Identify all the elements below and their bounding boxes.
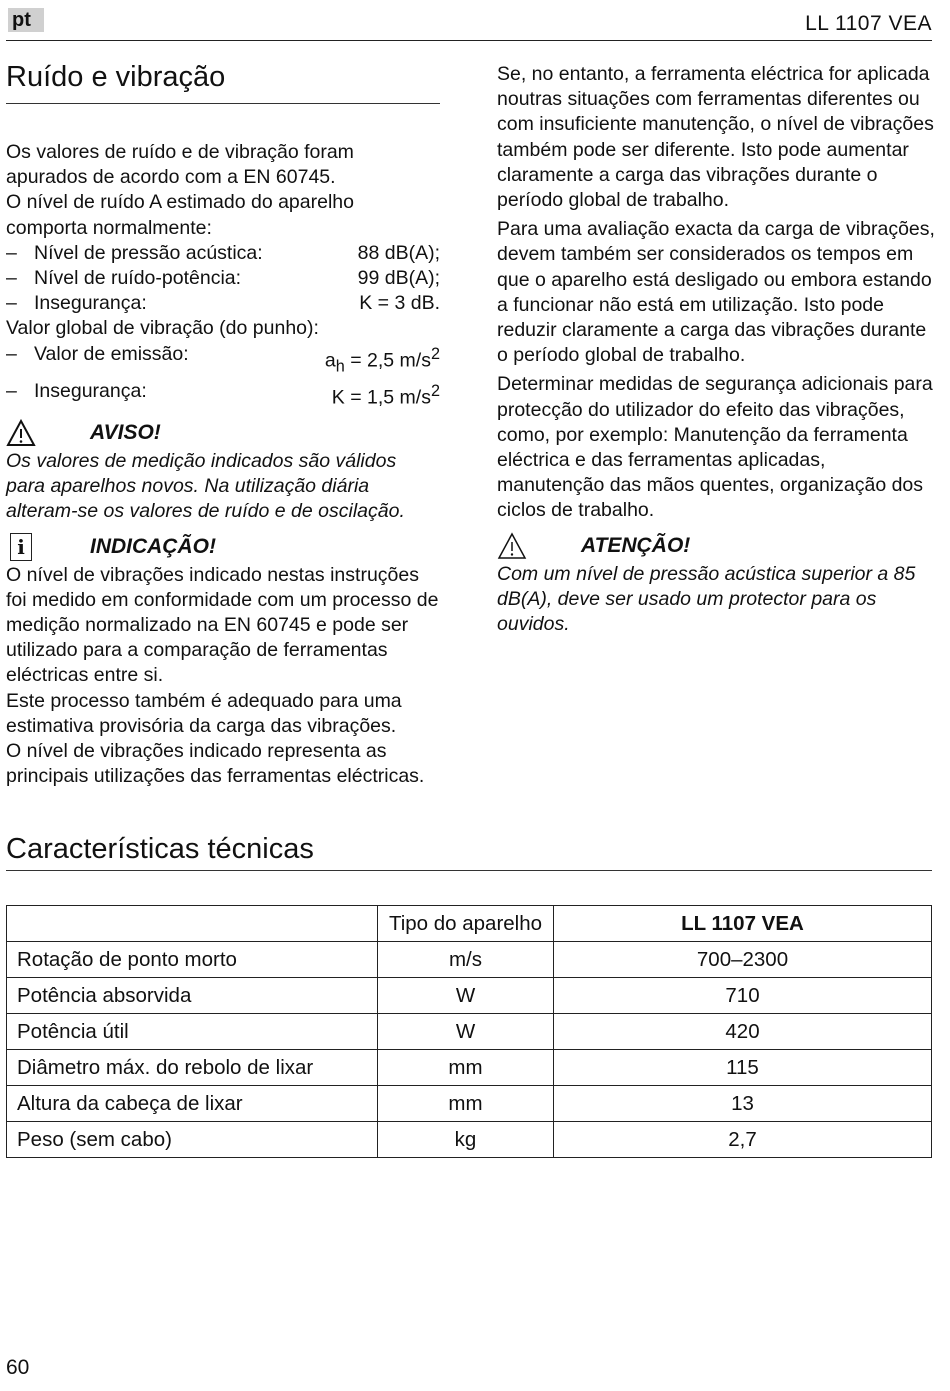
noise-row-power: – Nível de ruído-potência: 99 dB(A);	[6, 266, 440, 291]
attention-header	[497, 530, 937, 562]
table-cell: Altura da cabeça de lixar	[7, 1086, 378, 1122]
table-cell: 420	[554, 1014, 932, 1050]
info-icon: i	[6, 533, 36, 561]
table-row	[7, 1122, 932, 1158]
noise-label: Nível de pressão acústica:	[34, 241, 263, 264]
table-cell: 710	[554, 978, 932, 1014]
table-row	[7, 978, 932, 1014]
vibration-label: Insegurança:	[34, 380, 147, 403]
table-row	[7, 942, 932, 978]
warning-header	[6, 417, 440, 449]
vibration-value: $a_h = 2,5$ $m/s^2$	[324, 344, 440, 376]
indication-text: O nível de vibrações indicado representa as principais utilizações das ferramentas eléctricas.	[6, 739, 425, 788]
table-cell: Potência absorvida	[7, 978, 378, 1014]
attention-title: ATENÇÃO!	[581, 534, 691, 558]
table-cell: mm	[378, 1050, 554, 1086]
noise-level-intro: O nível de ruído A estimado do aparelho comporta normalmente:	[6, 191, 354, 239]
document-model: LL 1107 VEA	[805, 12, 932, 35]
specs-table	[6, 905, 932, 1158]
left-column	[6, 60, 440, 789]
table-cell: Peso (sem cabo)	[7, 1122, 378, 1158]
table-cell: Rotação de ponto morto	[7, 942, 378, 978]
header-rule	[6, 40, 932, 41]
table-cell: W	[378, 978, 554, 1014]
indication-text: O nível de vibrações indicado nestas instruções foi medido em conformidade com um processo de medição normalizado na EN 60745 e pode ser utilizado para a comparação de ferramentas eléctricas entre si.	[6, 563, 439, 687]
warning-title: AVISO!	[90, 421, 161, 445]
noise-intro: Os valores de ruído e de vibração foram apurados de acordo com a EN 60745.	[6, 141, 354, 189]
table-cell: Diâmetro máx. do rebolo de lixar	[7, 1050, 378, 1086]
right-column	[497, 62, 937, 637]
section-title-tech: Características técnicas	[6, 830, 932, 871]
warning-triangle-icon	[6, 419, 36, 447]
table-cell: 13	[554, 1086, 932, 1122]
vibration-value: K = 1,5 $m/s^2$	[331, 382, 440, 409]
attention-text: Com um nível de pressão acústica superior a 85 dB(A), deve ser usado um protector para os ouvidos.	[497, 562, 916, 636]
vibration-row-uncertainty: – Insegurança: K = 1,5 $m/s^2$	[6, 379, 440, 411]
language-badge: pt	[8, 8, 44, 32]
noise-value: K = 3 dB.	[359, 292, 440, 315]
noise-row-uncertainty: – Insegurança: K = 3 dB.	[6, 291, 440, 316]
table-cell: 700–2300	[554, 942, 932, 978]
table-cell: kg	[378, 1122, 554, 1158]
indication-text: Este processo também é adequado para uma estimativa provisória da carga das vibrações.	[6, 689, 402, 737]
table-row	[7, 1086, 932, 1122]
table-row	[7, 1014, 932, 1050]
vibration-paragraph: Determinar medidas de segurança adicionais para protecção do utilizador do efeito das vibrações, como, por exemplo: Manutenção da ferramenta eléctrica e das ferramentas aplicadas, manutenção das mãos quentes, organização dos ciclos de trabalho.	[497, 373, 933, 522]
vibration-label: Valor de emissão:	[34, 342, 189, 365]
table-cell: W	[378, 1014, 554, 1050]
indication-title: INDICAÇÃO!	[90, 534, 216, 558]
indication-header	[6, 531, 440, 563]
table-cell: LL 1107 VEA	[554, 906, 932, 942]
page-number: 60	[6, 1356, 30, 1379]
noise-label: Nível de ruído-potência:	[34, 267, 242, 290]
table-cell: Potência útil	[7, 1014, 378, 1050]
vibration-paragraph: Se, no entanto, a ferramenta eléctrica for aplicada noutras situações com ferramentas diferentes ou com insuficiente manutenção, o nível de vibrações também pode ser diferente. Isto pode aumentar claramente a carga das vibrações durante o período global de trabalho.	[497, 63, 934, 212]
vibration-row-emission: – Valor de emissão: $a_h = 2,5$ $m/s^2$	[6, 342, 440, 380]
noise-value: 88 dB(A);	[357, 241, 440, 264]
table-cell	[7, 906, 378, 942]
table-cell: m/s	[378, 942, 554, 978]
noise-label: Insegurança:	[34, 292, 147, 315]
warning-text: Os valores de medição indicados são válidos para aparelhos novos. Na utilização diária alteram-se os valores de ruído e de oscilação.	[6, 449, 405, 523]
table-row	[7, 1050, 932, 1086]
table-cell: mm	[378, 1086, 554, 1122]
noise-value: 99 dB(A);	[357, 267, 440, 290]
vibration-paragraph: Para uma avaliação exacta da carga de vibrações, devem também ser considerados os tempos em que o aparelho está desligado ou embora estando a funcionar não está em utilização. Isto pode reduzir claramente a carga das vibrações durante o período global de trabalho.	[497, 218, 935, 367]
noise-row-pressure: – Nível de pressão acústica: 88 dB(A);	[6, 241, 440, 266]
warning-triangle-icon	[497, 532, 527, 560]
vibration-intro: Valor global de vibração (do punho):	[6, 317, 319, 340]
table-cell: 2,7	[554, 1122, 932, 1158]
table-cell: 115	[554, 1050, 932, 1086]
section-title-noise: Ruído e vibração	[6, 60, 440, 104]
table-cell: Tipo do aparelho	[378, 906, 554, 942]
table-header-row	[7, 906, 932, 942]
